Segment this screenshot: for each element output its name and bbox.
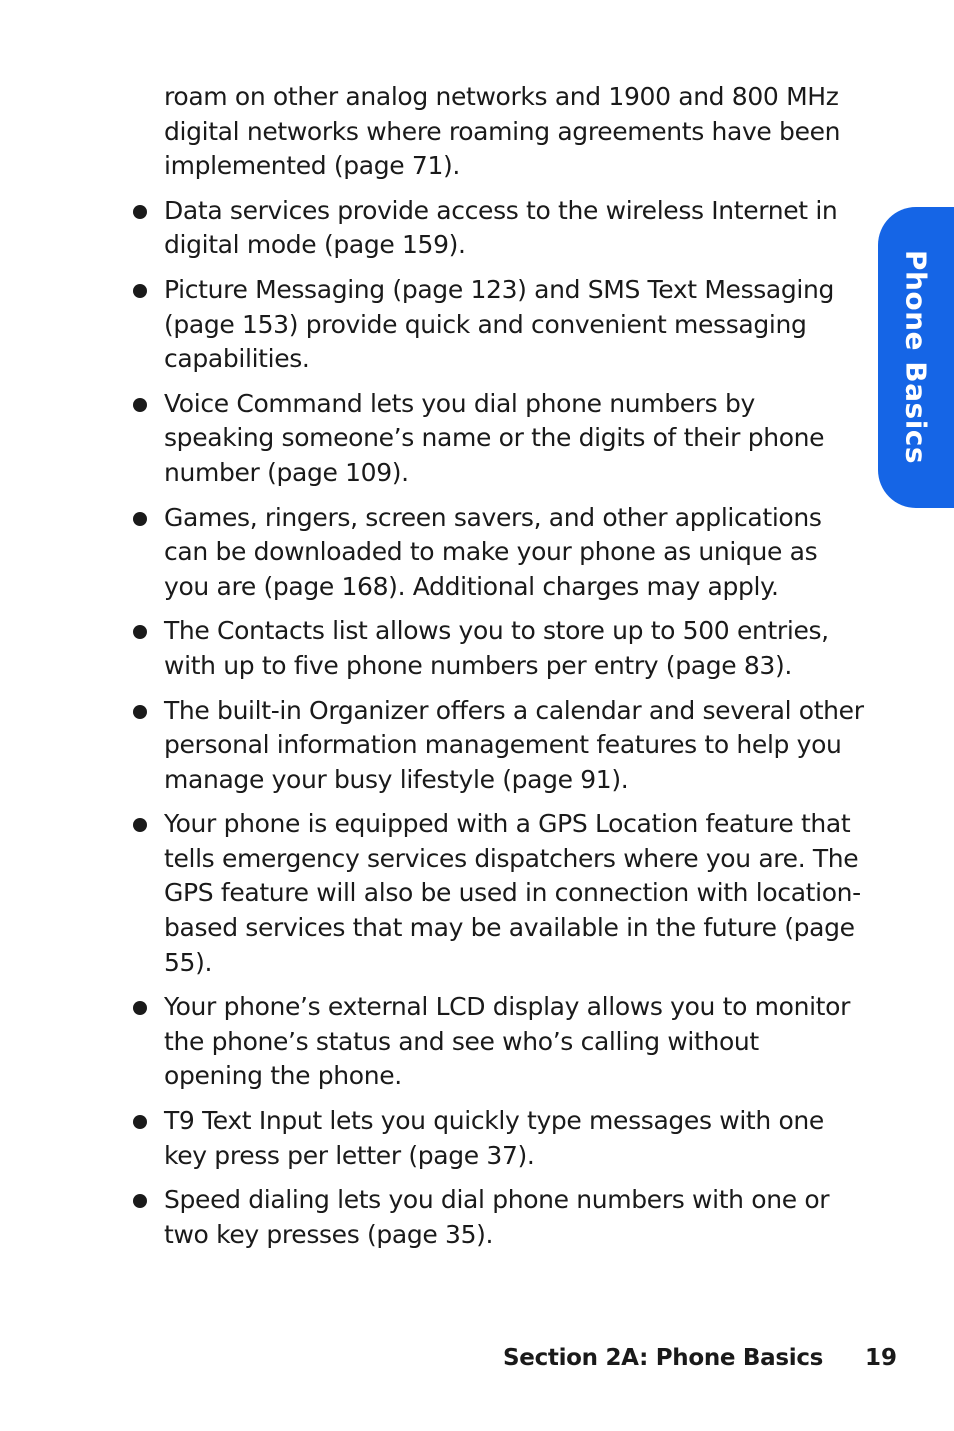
bullet-icon	[133, 705, 147, 719]
list-item-text: Voice Command lets you dial phone numbers by speaking someone’s name or the digits of their phone number (page 109).	[164, 388, 825, 487]
bullet-icon	[133, 512, 147, 526]
bullet-icon	[133, 284, 147, 298]
bullet-icon	[133, 625, 147, 639]
list-item-text: Your phone is equipped with a GPS Location feature that tells emergency services dispatchers where you are. The GPS feature will also be used in connection with location-based services that may be available in the future (page 55).	[164, 809, 861, 977]
bullet-icon	[133, 1115, 147, 1129]
list-item	[164, 1104, 864, 1173]
page-body	[164, 80, 864, 1262]
bullet-icon	[133, 1001, 147, 1015]
bullet-icon	[133, 818, 147, 832]
feature-list	[164, 194, 864, 1253]
list-item-text: Games, ringers, screen savers, and other applications can be downloaded to make your phone as unique as you are (page 168). Additional charges may apply.	[164, 502, 822, 601]
list-item	[164, 273, 864, 377]
list-item	[164, 614, 864, 683]
list-item-text: The built-in Organizer offers a calendar and several other personal information management features to help you manage your busy lifestyle (page 91).	[164, 695, 864, 794]
bullet-icon	[133, 1194, 147, 1208]
list-item-text: Your phone’s external LCD display allows you to monitor the phone’s status and see who’s calling without opening the phone.	[164, 992, 850, 1091]
list-item-text: Speed dialing lets you dial phone numbers with one or two key presses (page 35).	[164, 1185, 830, 1249]
side-tab-label: Phone Basics	[899, 249, 933, 465]
bullet-icon	[133, 398, 147, 412]
footer-section-title: Section 2A: Phone Basics	[503, 1345, 824, 1371]
list-item	[164, 990, 864, 1094]
list-item-text: T9 Text Input lets you quickly type messages with one key press per letter (page 37).	[164, 1106, 824, 1170]
list-item	[164, 501, 864, 605]
section-side-tab	[878, 207, 954, 508]
bullet-icon	[133, 205, 147, 219]
list-item	[164, 694, 864, 798]
page-number: 19	[865, 1345, 898, 1371]
list-item-text: Picture Messaging (page 123) and SMS Text Messaging (page 153) provide quick and convenient messaging capabilities.	[164, 274, 835, 374]
list-item	[164, 1183, 864, 1252]
list-item	[164, 387, 864, 491]
intro-paragraph: roam on other analog networks and 1900 and 800 MHz digital networks where roaming agreements have been implemented (page 71).	[164, 82, 841, 181]
list-item	[164, 807, 864, 980]
list-item-text: Data services provide access to the wireless Internet in digital mode (page 159).	[164, 195, 838, 260]
list-item-text: The Contacts list allows you to store up to 500 entries, with up to five phone numbers per entry (page 83).	[164, 616, 829, 680]
list-item	[164, 194, 864, 263]
